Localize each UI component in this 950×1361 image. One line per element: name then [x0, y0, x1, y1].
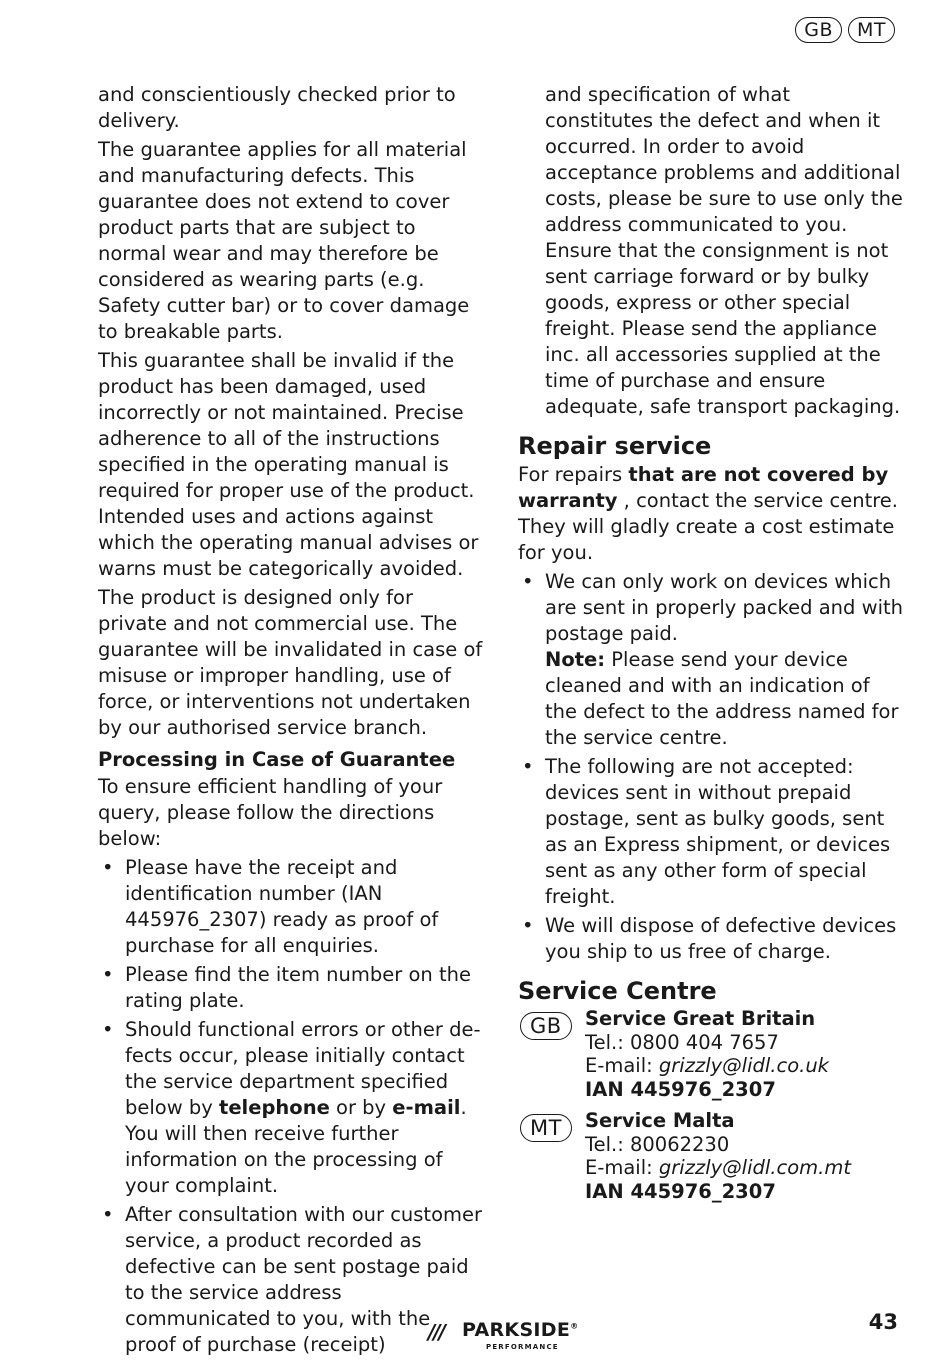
list-item-text: We can only work on devices which are sent in properly packed and with postage paid. — [545, 570, 903, 645]
list-item-text: Should functional errors or other defects occur, please initially contact the service department specified below by — [125, 1018, 481, 1119]
paragraph-continuation: and specification of what constitutes the defect and when it occurred. In order to avoid acceptance problems and additional costs, please be sure to use only the address communicated to you. Ensure that the consignment is not sent carriage forward or by bulky goods, express or other special freight. Please send the appliance inc. all accessories supplied at the time of purchase and ensure adequate, safe transport packaging. — [545, 83, 903, 418]
country-badge-gb: GB — [520, 1012, 572, 1040]
service-title: Service Malta — [585, 1109, 735, 1132]
logo-name: PARKSIDE — [462, 1319, 571, 1341]
list-item: • After consultation with our customer service, a product recorded as defective can be sent postage paid to the service address communicated to you, with the proof of purchase (receipt) — [98, 1202, 483, 1358]
email-address: grizzly@lidl.com.mt — [658, 1156, 851, 1179]
paragraph-delivery: and conscientiously checked prior to delivery. — [98, 83, 456, 132]
language-badge-mt: MT — [848, 17, 895, 43]
paragraph-guarantee-scope: The guarantee applies for all material and manufacturing defects. This guarantee does not extend to cover product parts that are subject to normal wear and may therefore be considered as wearing parts (e.g. Safety cutter bar) or to cover damage to breakable parts. — [98, 138, 470, 343]
guarantee-steps-list — [98, 855, 483, 1358]
list-item: • We will dispose of defective devices you ship to us free of charge. — [518, 913, 903, 965]
emphasis-not-covered: that are not covered by warranty — [518, 463, 889, 512]
service-email-line — [585, 1054, 903, 1078]
list-item — [518, 569, 903, 751]
list-item-text: . You will then receive further information on the processing of your complaint. — [125, 1096, 467, 1197]
service-ian: IAN 445976_2307 — [585, 1077, 776, 1101]
paragraph-guarantee-invalid: This guarantee shall be invalid if the product has been damaged, used incorrectly or not maintained. Precise adherence to all of the instructions specified in the operating manual is required for proper use of the product. Intended uses and actions against which the operating manual advises or warns must be categorically avoided. — [98, 349, 479, 580]
repair-conditions-list — [518, 569, 903, 965]
heading-service-centre: Service Centre — [518, 977, 717, 1005]
language-badges — [795, 17, 895, 43]
service-title: Service Great Britain — [585, 1007, 816, 1030]
emphasis-email: e-mail — [392, 1096, 461, 1119]
list-item-text: or by — [329, 1096, 393, 1119]
heading-processing-guarantee: Processing in Case of Guarantee — [98, 748, 456, 771]
note-label: Note: — [545, 648, 606, 671]
note-text: Please send your device cleaned and with an indication of the defect to the address named for the service centre. — [545, 648, 899, 749]
service-ian: IAN 445976_2307 — [585, 1179, 776, 1203]
logo-wordmark — [462, 1319, 578, 1341]
page-number: 43 — [868, 1310, 898, 1334]
heading-repair-service: Repair service — [518, 432, 712, 460]
logo-subtitle: PERFORMANCE — [486, 1343, 559, 1351]
parkside-logo — [428, 1317, 588, 1355]
left-column — [98, 82, 483, 1361]
list-item: • Please have the receipt and identification number (IAN 445976_2307) ready as proof of purchase for all enquiries. — [98, 855, 483, 959]
service-phone: Tel.: 80062230 — [585, 1132, 730, 1156]
service-email-line — [585, 1156, 903, 1180]
right-column — [518, 82, 903, 1211]
paragraph-repair-intro — [518, 462, 903, 566]
email-address: grizzly@lidl.co.uk — [658, 1054, 829, 1077]
repair-text: For repairs — [518, 463, 629, 486]
list-item — [98, 1017, 483, 1199]
paragraph-private-use: The product is designed only for private and not commercial use. The guarantee will be invalidated in case of misuse or improper handling, use of force, or interventions not undertaken by our authorised service branch. — [98, 586, 483, 739]
emphasis-telephone: telephone — [219, 1096, 330, 1119]
service-malta — [518, 1109, 903, 1203]
list-item: • Please find the item number on the rating plate. — [98, 962, 483, 1014]
registered-mark: ® — [570, 1321, 579, 1331]
service-great-britain — [518, 1007, 903, 1101]
country-badge-mt: MT — [520, 1114, 572, 1142]
repair-text: , contact the service centre. They will gladly create a cost estimate for you. — [518, 489, 899, 564]
paragraph-processing-intro: To ensure efficient handling of your query, please follow the directions below: — [98, 775, 443, 850]
logo-stripes-icon: /// — [428, 1320, 444, 1344]
service-phone: Tel.: 0800 404 7657 — [585, 1030, 779, 1054]
list-item: • The following are not accepted: devices sent in without prepaid postage, sent as bulky goods, sent as an Express shipment, or devices sent as any other form of special freight. — [518, 754, 903, 910]
email-label: E-mail: — [585, 1054, 659, 1077]
language-badge-gb: GB — [795, 17, 842, 43]
email-label: E-mail: — [585, 1156, 659, 1179]
